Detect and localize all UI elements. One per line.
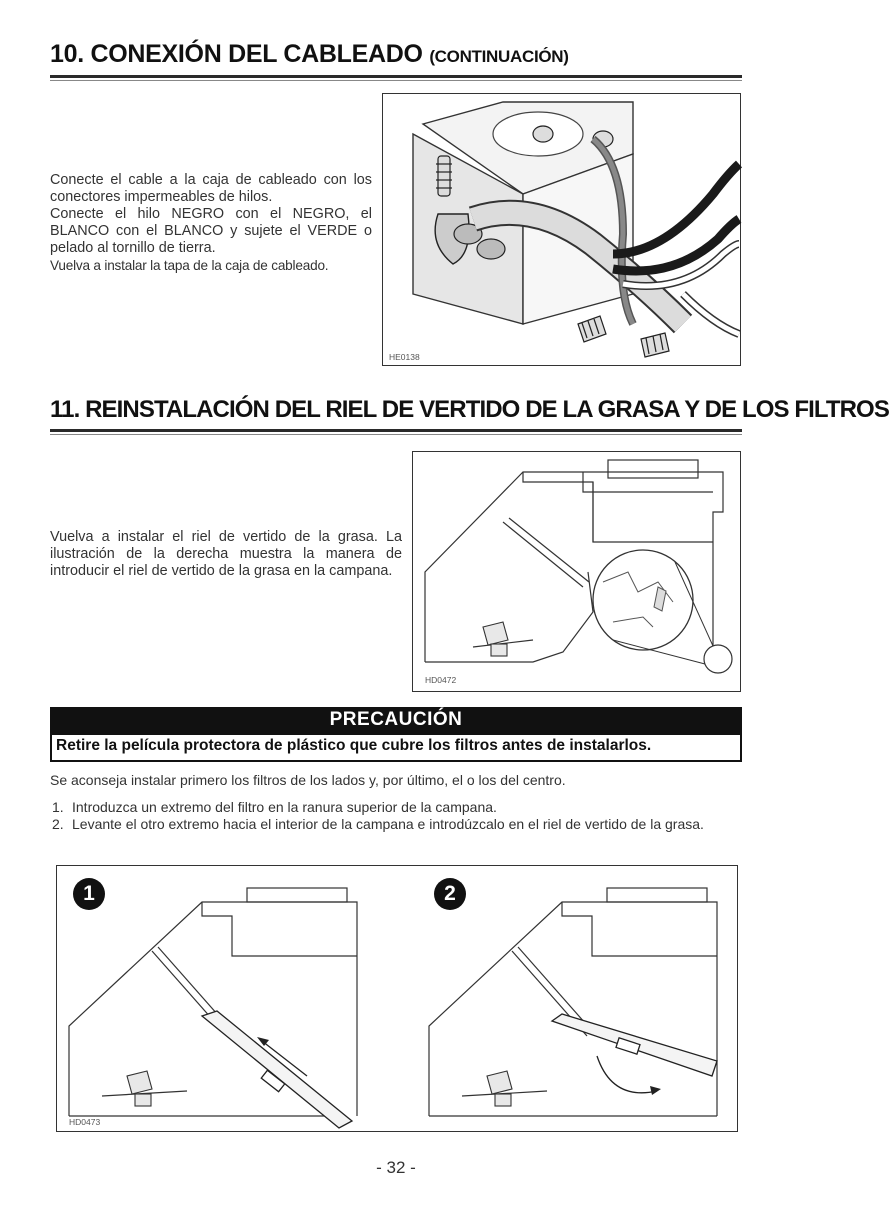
list-item — [50, 816, 742, 833]
step-text: Levante el otro extremo hacia el interior de la campana e introdúzcalo en el riel de vertido de la grasa. — [72, 816, 704, 832]
figure-code: HD0472 — [425, 675, 457, 685]
page-number: - 32 - — [376, 1158, 416, 1177]
step-number: 1. — [52, 799, 64, 815]
section-10-text — [50, 172, 372, 274]
step-2-badge: 2 — [434, 878, 466, 910]
grease-rail-illustration — [413, 452, 739, 690]
filter-steps-illustration — [57, 866, 736, 1130]
step-text: Introduzca un extremo del filtro en la ranura superior de la campana. — [72, 799, 497, 815]
section-10-rule — [50, 75, 742, 78]
caution-text: Retire la película protectora de plástico que cubre los filtros antes de instalarlos. — [50, 733, 742, 762]
grease-rail-figure — [412, 451, 741, 692]
caution-heading: PRECAUCIÓN — [50, 707, 742, 733]
instructions-steps — [50, 799, 742, 833]
wiring-illustration — [383, 94, 739, 364]
section-11-title: 11. REINSTALACIÓN DEL RIEL DE VERTIDO DE LA GRASA Y DE LOS FILTROS — [50, 396, 889, 423]
step-number: 2. — [52, 816, 64, 832]
wiring-figure — [382, 93, 741, 366]
figure-code: HE0138 — [389, 352, 420, 362]
paragraph: Conecte el hilo NEGRO con el NEGRO, el BLANCO con el BLANCO y sujete el VERDE o pelado al tornillo de tierra. — [50, 206, 372, 256]
paragraph: Conecte el cable a la caja de cableado con los conectores impermeables de hilos. — [50, 172, 372, 205]
section-11-rule-thin — [50, 434, 742, 435]
section-10-title-subtitle: (CONTINUACIÓN) — [429, 47, 569, 66]
section-10-title-main: 10. CONEXIÓN DEL CABLEADO — [50, 40, 430, 68]
filter-install-figure — [56, 865, 738, 1132]
section-11-text: Vuelva a instalar el riel de vertido de la grasa. La ilustración de la derecha muestra la manera de introducir el riel de vertido de la grasa en la campana. — [50, 529, 402, 579]
section-10-title — [50, 40, 569, 69]
figure-code: HD0473 — [69, 1117, 101, 1127]
section-11-rule — [50, 429, 742, 432]
instructions-intro: Se aconseja instalar primero los filtros de los lados y, por último, el o los del centro. — [50, 772, 566, 788]
section-10-rule-thin — [50, 80, 742, 81]
step-1-badge: 1 — [73, 878, 105, 910]
list-item — [50, 799, 742, 816]
paragraph: Vuelva a instalar la tapa de la caja de cableado. — [50, 258, 329, 273]
